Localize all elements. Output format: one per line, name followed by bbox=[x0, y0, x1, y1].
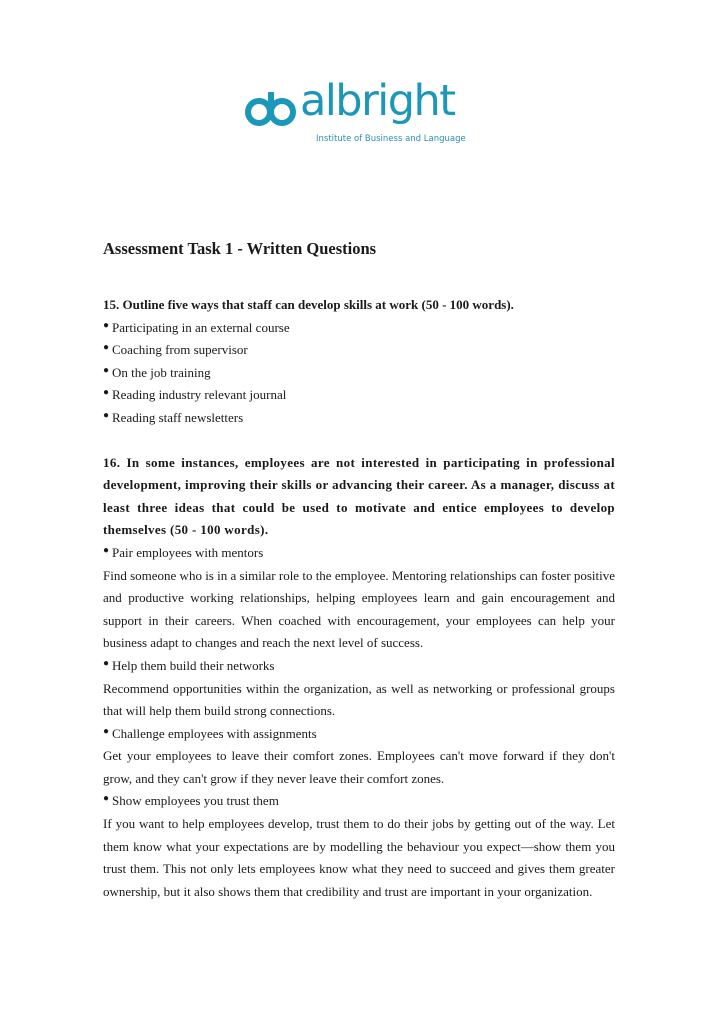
idea-text: Find someone who is in a similar role to the employee. Mentoring relationships can foster positive and productive working relationships, helping employees learn and gain encouragement and support in their careers. When coached with encouragement, your employees can help your business adapt to changes and reach the next level of success. bbox=[103, 567, 615, 651]
question-16: 16. In some instances, employees are not interested in participating in professional development, improving their skills or advancing their career. As a manager, discuss at least three ideas that could be used to motivate and entice employees to develop themselves (50 - 100 words). bbox=[103, 454, 615, 538]
idea-heading: ● Show employees you trust them bbox=[103, 793, 279, 809]
idea-text: If you want to help employees develop, trust them to do their jobs by getting out of the way. Let them know what your expectations are by modelling the behaviour you expect—show them you trust them. This not only lets employees know what they need to succeed and gives them greater ownership, but it also shows them that credibility and trust are important in your organization. bbox=[103, 816, 615, 899]
list-item: ● Coaching from supervisor bbox=[103, 342, 248, 358]
list-item: ● Participating in an external course bbox=[103, 319, 290, 335]
list-item: ● Reading staff newsletters bbox=[103, 409, 244, 425]
question-15: 15. Outline five ways that staff can develop skills at work (50 - 100 words). bbox=[103, 297, 514, 312]
list-item: ● Reading industry relevant journal bbox=[103, 387, 287, 403]
idea-text: Recommend opportunities within the organization, as well as networking or professional groups that will help them build strong connections. bbox=[103, 680, 615, 719]
idea-heading: ● Pair employees with mentors bbox=[103, 544, 264, 560]
document-body bbox=[103, 238, 615, 903]
list-item: ● On the job training bbox=[103, 364, 211, 380]
logo-mark-icon bbox=[244, 90, 300, 134]
logo-wordmark: albright bbox=[300, 76, 455, 126]
logo-tagline: Institute of Business and Language bbox=[316, 134, 466, 144]
q15-answer-list bbox=[103, 317, 615, 430]
document-title: Assessment Task 1 - Written Questions bbox=[103, 239, 377, 258]
albright-logo bbox=[244, 76, 476, 154]
idea-heading: ● Challenge employees with assignments bbox=[103, 725, 317, 741]
idea-heading: ● Help them build their networks bbox=[103, 657, 275, 673]
idea-text: Get your employees to leave their comfort zones. Employees can't move forward if they don't grow, and they can't grow if they never leave their comfort zones. bbox=[103, 748, 615, 786]
